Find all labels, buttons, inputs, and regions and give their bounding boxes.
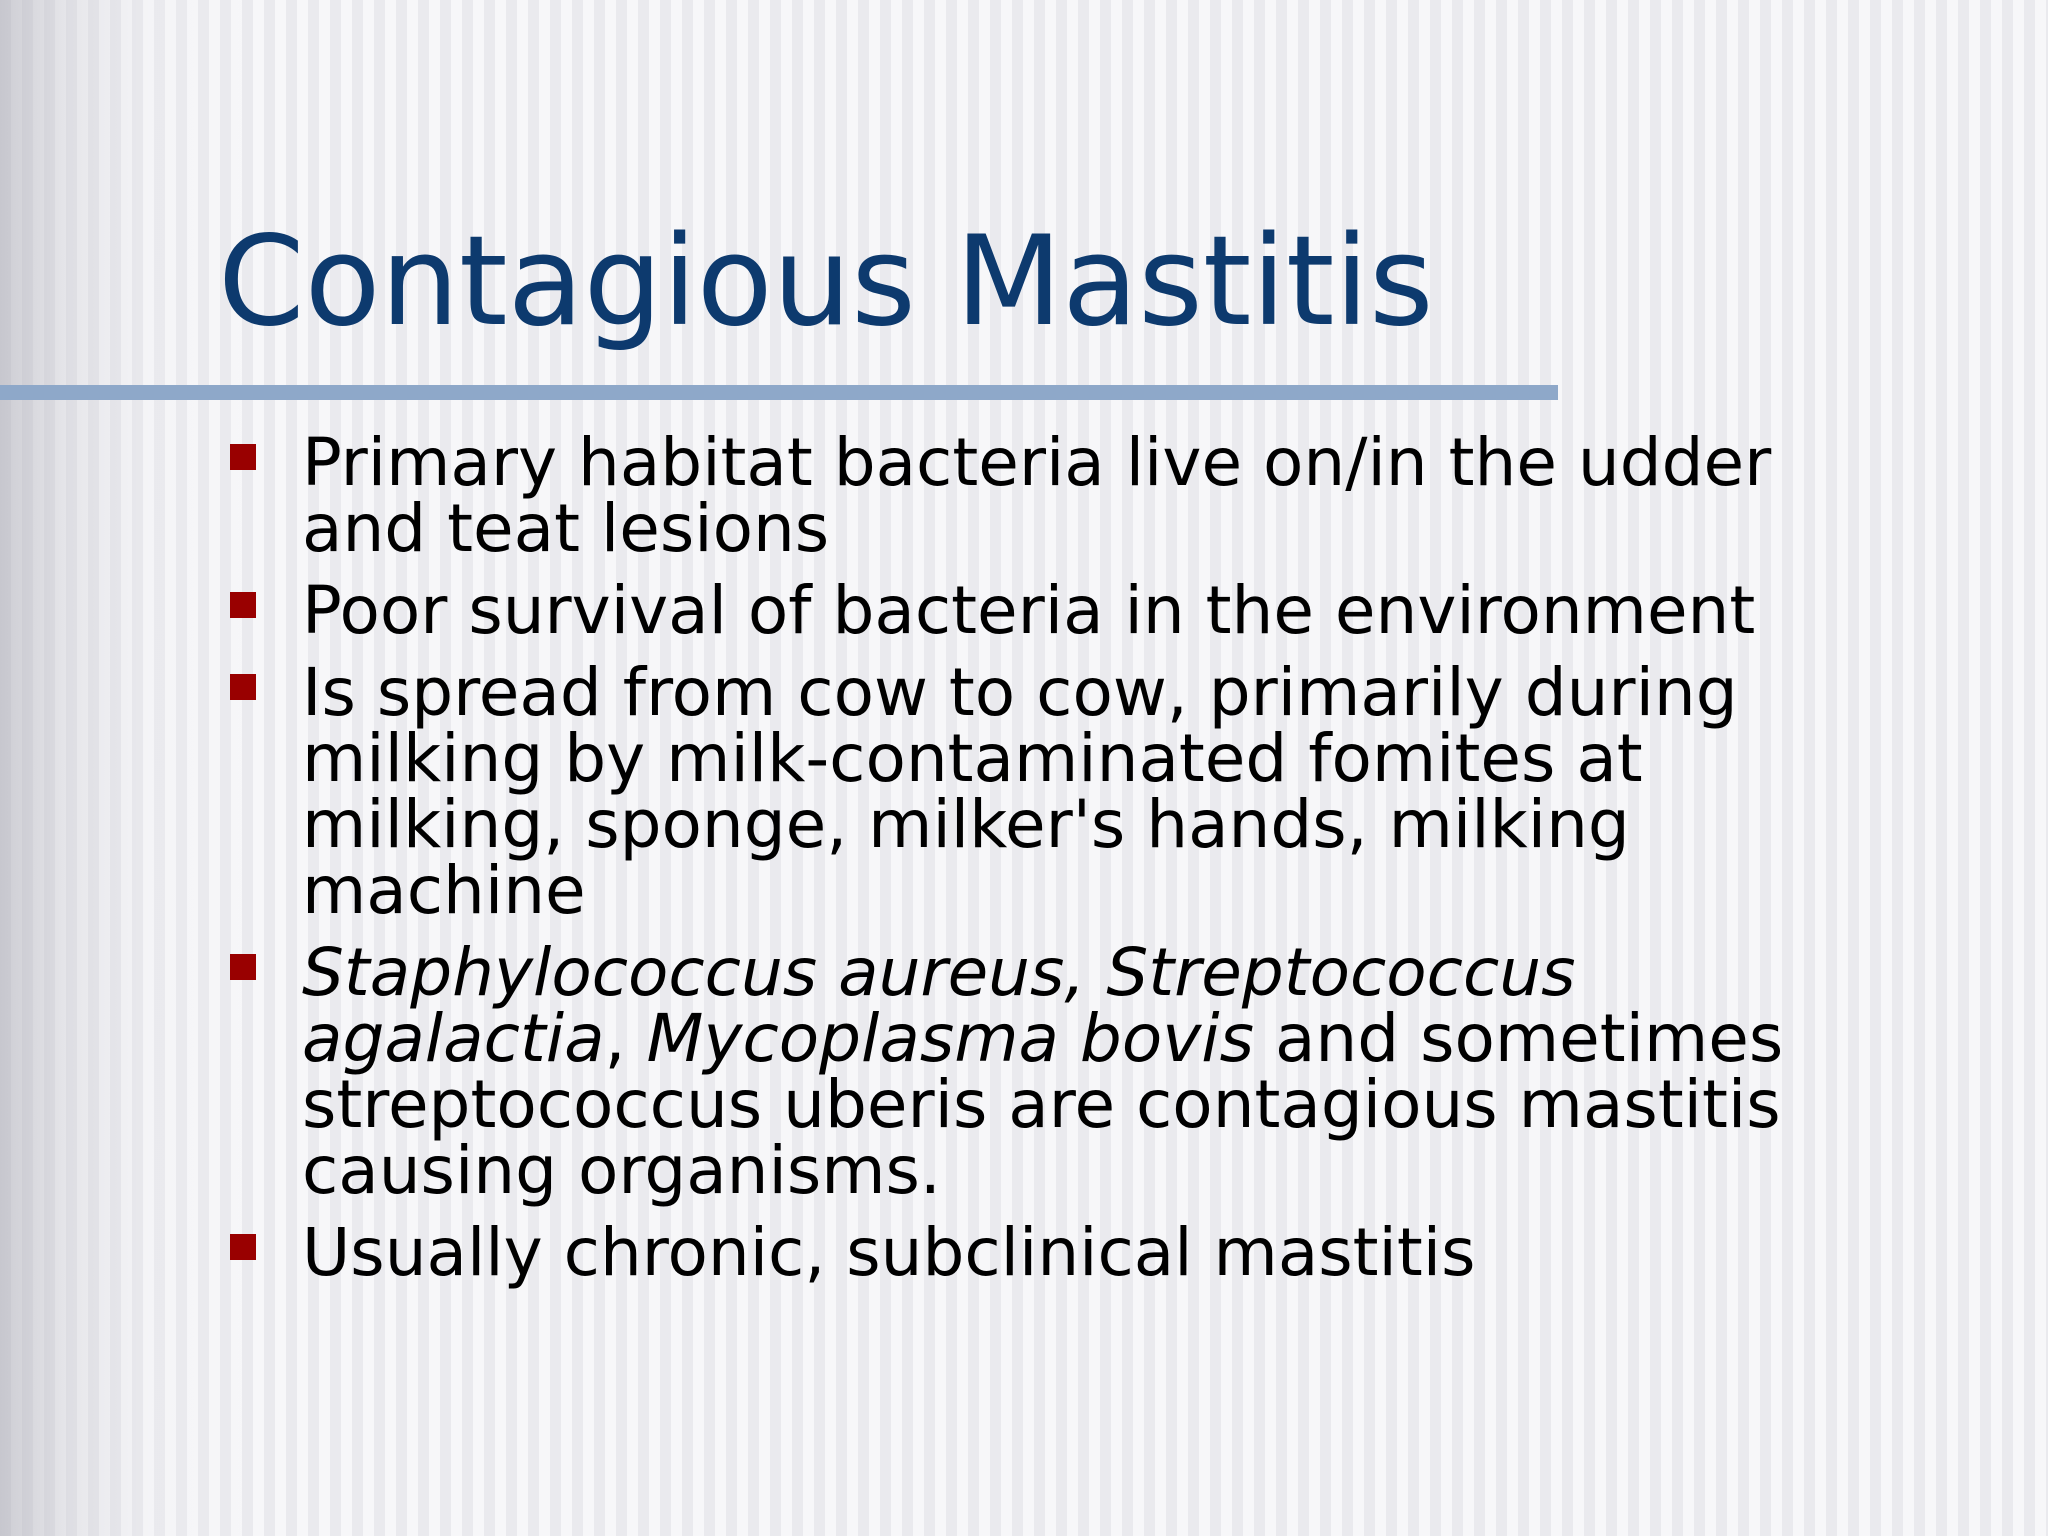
separator-text: , — [604, 1000, 647, 1077]
bullet-item — [228, 1214, 1888, 1291]
square-bullet-icon — [230, 444, 256, 470]
bullet-list — [228, 424, 1888, 1302]
bullet-item — [228, 424, 1888, 567]
square-bullet-icon — [230, 592, 256, 618]
organism-name-italic: Mycoplasma bovis — [646, 1000, 1254, 1077]
bullet-item — [228, 934, 1888, 1209]
square-bullet-icon — [230, 1234, 256, 1260]
bullet-item — [228, 654, 1888, 929]
slide-title: Contagious Mastitis — [218, 210, 1434, 354]
bullet-item — [228, 572, 1888, 649]
bullet-text: Is spread from cow to cow, primarily during milking by milk-contaminated fomites at milking, sponge, milker's hands, milking machine — [302, 654, 1738, 929]
square-bullet-icon — [230, 674, 256, 700]
bullet-text — [302, 934, 1783, 1209]
organism-names-italic: Staphylococcus aureus, Streptococcus agalactia — [302, 934, 1576, 1077]
bullet-trailing-text: and sometimes streptococcus uberis are contagious mastitis causing organisms. — [302, 1000, 1784, 1209]
title-underline-rule — [0, 385, 1558, 400]
square-bullet-icon — [230, 954, 256, 980]
bullet-text: Primary habitat bacteria live on/in the udder and teat lesions — [302, 424, 1772, 567]
bullet-text: Usually chronic, subclinical mastitis — [302, 1214, 1476, 1291]
bullet-text: Poor survival of bacteria in the environment — [302, 572, 1756, 649]
